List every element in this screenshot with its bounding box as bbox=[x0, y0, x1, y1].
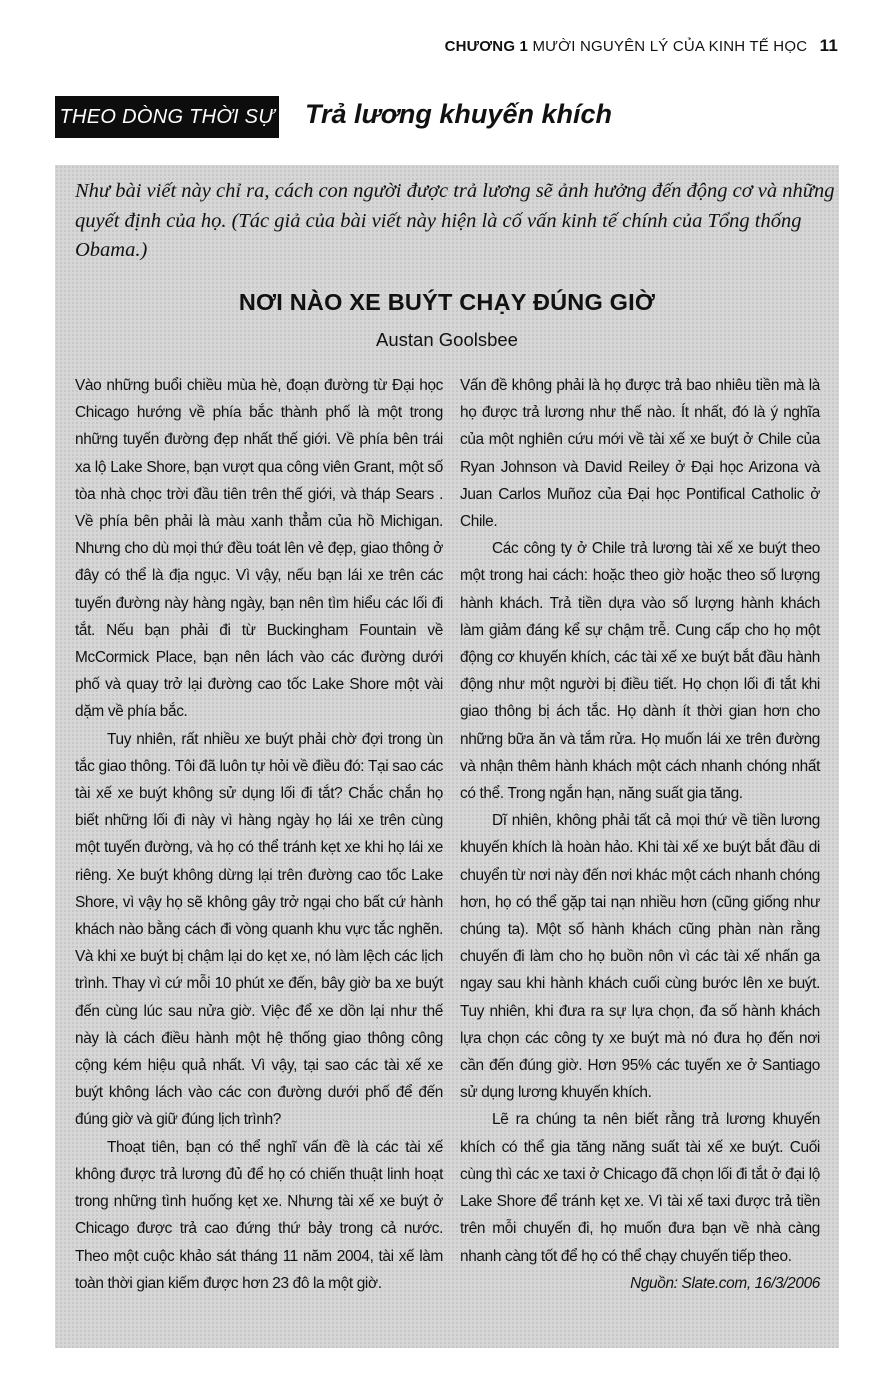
author-byline: Austan Goolsbee bbox=[376, 329, 518, 350]
paragraph: Các công ty ở Chile trả lương tài xế xe buýt theo một trong hai cách: hoặc theo giờ hoặc theo số lượng hành khách. Trả tiền dựa vào số lượng hành khách làm giảm đáng kể sự chậm trễ. Cung cấp cho họ một động cơ khuyến khích, các tài xế xe buýt bắt đầu hành động như một người bị điều tiết. Họ chọn lối đi tắt khi giao thông bị ách tắc. Họ dành ít thời gian hơn cho những bữa ăn và tắm rửa. Họ muốn lái xe trên đường và nhận thêm hành khách một cách nhanh chóng nhất có thể. Trong ngắn hạn, năng suất gia tăng. bbox=[460, 540, 820, 803]
paragraph: Thoạt tiên, bạn có thể nghĩ vấn đề là các tài xế không được trả lương đủ để họ có chiến thuật linh hoạt trong những tình huống kẹt xe. Nhưng tài xế xe buýt ở Chicago được trả cao đứng thứ bảy trong cả nước. Theo một cuộc khảo sát tháng 11 năm 2004, tài xế làm toàn thời gian kiếm được hơn 23 đô la một giờ. bbox=[75, 1138, 443, 1292]
source-citation: Nguồn: Slate.com, 16/3/2006 bbox=[630, 1274, 820, 1292]
left-column bbox=[75, 372, 443, 1297]
paragraph: Vào những buổi chiều mùa hè, đoạn đường từ Đại học Chicago hướng về phía bắc thành phố là một trong những tuyến đường đẹp nhất thế giới. Về phía bên trái xa lộ Lake Shore, bạn vượt qua công viên Grant, một số tòa nhà chọc trời đầu tiên trên thế giới, và tháp Sears . Về phía bên phải là màu xanh thẳm của hồ Michigan. Nhưng cho dù mọi thứ đều toát lên vẻ đẹp, giao thông ở đây có thể là địa ngục. Vì vậy, nếu bạn lái xe trên các tuyến đường này hàng ngày, bạn nên tìm hiểu các lối đi tắt. Nếu bạn phải đi từ Buckingham Fountain về McCormick Place, bạn nên lách vào các đường dưới phố và quay trở lại đường cao tốc Lake Shore một vài dặm về phía bắc. bbox=[75, 377, 443, 721]
paragraph: Lẽ ra chúng ta nên biết rằng trả lương khuyến khích có thể gia tăng năng suất tài xế xe buýt. Cuối cùng thì các xe taxi ở Chicago đã chọn lối đi tắt ở đại lộ Lake Shore để tránh kẹt xe. Vì tài xế taxi được trả tiền trên mỗi chuyến đi, họ muốn đưa bạn về nhà càng nhanh càng tốt để họ có thể chạy chuyến tiếp theo. bbox=[460, 1111, 820, 1265]
running-head bbox=[420, 36, 838, 56]
paragraph: Dĩ nhiên, không phải tất cả mọi thứ về tiền lương khuyến khích là hoàn hảo. Khi tài xế xe buýt bắt đầu di chuyển từ nơi này đến nơi khác một cách nhanh chóng hơn, họ có thể gặp tai nạn nhiều hơn (cũng giống như chúng ta). Một số hành khách cũng phàn nàn rằng chuyến đi làm cho họ buồn nôn vì các tài xế nhấn ga ngay sau khi hành khách cuối cùng bước lên xe buýt. Tuy nhiên, khi đưa ra sự lựa chọn, đa số hành khách lựa chọn các công ty xe buýt mà nó đưa họ đến nơi cần đến đúng giờ. Hơn 95% các tuyến xe ở Santiago sử dụng lương khuyến khích. bbox=[460, 812, 820, 1102]
paragraph: Tuy nhiên, rất nhiều xe buýt phải chờ đợi trong ùn tắc giao thông. Tôi đã luôn tự hỏi về điều đó: Tại sao các tài xế xe buýt không sử dụng lối đi tắt? Chắc chắn họ biết những lối đi này vì hàng ngày họ lái xe trên cùng một tuyến đường, và họ có thể tránh kẹt xe khi họ lái xe riêng. Xe buýt không dừng lại trên đường cao tốc Lake Shore, vì vậy họ sẽ không gây trở ngại cho bất cứ hành khách nào bằng cách đi vòng quanh khu vực tắc nghẽn. Và khi xe buýt bị chậm lại do kẹt xe, nó làm lệch các lịch trình. Thay vì cứ mỗi 10 phút xe đến, bây giờ ba xe buýt đến cùng lúc sau nửa giờ. Việc để xe dồn lại như thế này là cách điều hành một hệ thống giao thông công cộng kém hiệu quả nhất. Vì vậy, tại sao các tài xế xe buýt không lách vào các con đường dưới phố để đến đúng giờ và giữ đúng lịch trình? bbox=[75, 730, 443, 1129]
headline: NƠI NÀO XE BUÝT CHẠY ĐÚNG GIỜ bbox=[238, 289, 656, 315]
section-label: THEO DÒNG THỜI SỰ bbox=[55, 96, 279, 138]
paragraph: Vấn đề không phải là họ được trả bao nhiêu tiền mà là họ được trả lương như thế nào. Ít nhất, đó là ý nghĩa của một nghiên cứu mới về tài xế xe buýt ở Chile của Ryan Johnson và David Reiley ở Đại học Arizona và Juan Carlos Muñoz của Đại học Pontifical Catholic ở Chile. bbox=[460, 377, 820, 531]
chapter-number: CHƯƠNG 1 bbox=[444, 38, 529, 55]
article-panel bbox=[55, 165, 839, 1348]
chapter-title: MƯỜI NGUYÊN LÝ CỦA KINH TẾ HỌC bbox=[532, 38, 808, 55]
article-title: Trả lương khuyến khích bbox=[305, 99, 612, 129]
page-number: 11 bbox=[819, 36, 838, 55]
intro-text: Như bài viết này chỉ ra, cách con người được trả lương sẽ ảnh hưởng đến động cơ và những quyết định của họ. (Tác giả của bài viết này hiện là cố vấn kinh tế chính của Tổng thống Obama.) bbox=[75, 180, 835, 261]
right-column bbox=[460, 372, 820, 1297]
